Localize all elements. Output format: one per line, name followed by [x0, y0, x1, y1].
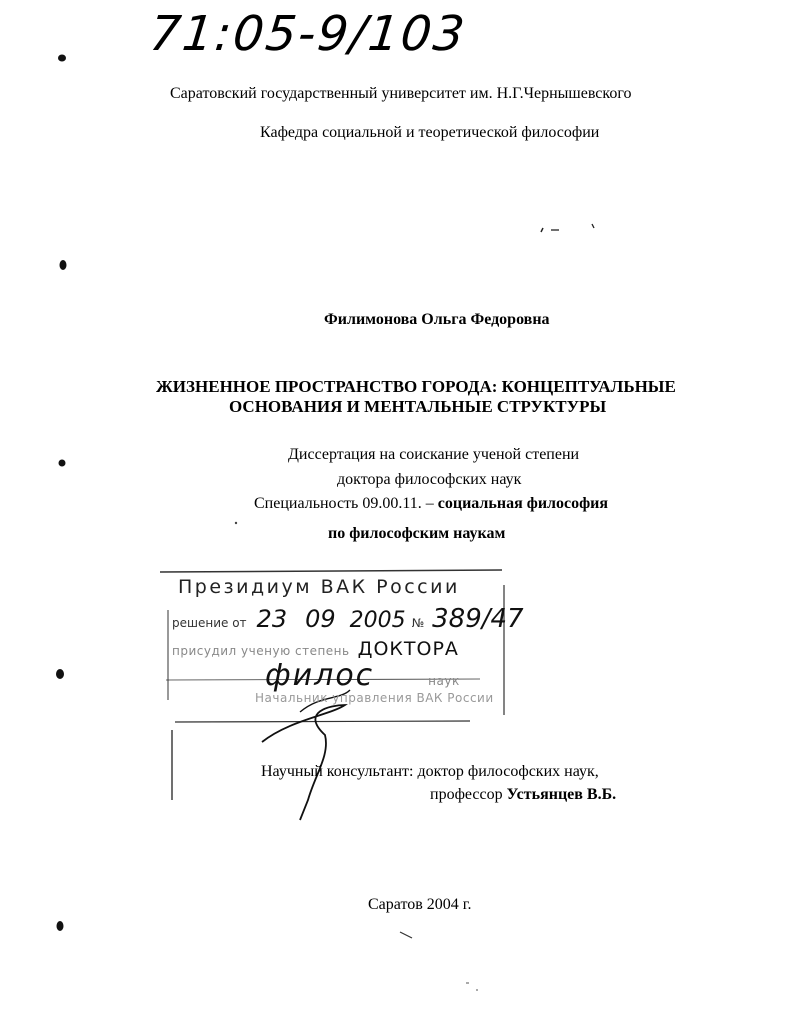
degree-line: доктора философских наук: [337, 471, 522, 488]
dissertation-title-line-1: ЖИЗНЕННОЕ ПРОСТРАНСТВО ГОРОДА: КОНЦЕПТУАЛЬНЫЕ: [156, 377, 676, 396]
city-year: Саратов 2004 г.: [368, 896, 472, 913]
stamp-field-hand: филос: [265, 658, 375, 693]
punch-mark: [60, 260, 67, 270]
punch-mark: [58, 55, 66, 62]
specialty-prefix: Специальность 09.00.11. –: [254, 495, 438, 512]
speck: [235, 522, 237, 524]
stamp-date-month: 09: [305, 605, 336, 633]
stamp-field-row: [265, 658, 460, 693]
field-line: по философским наукам: [328, 525, 506, 542]
stamp-header: Президиум ВАК России: [178, 576, 460, 598]
speck: [592, 224, 594, 228]
stamp-awarded-label: присудил ученую степень: [172, 644, 350, 658]
consultant-line: Научный консультант: доктор философских наук,: [261, 763, 599, 780]
punch-mark: [56, 669, 64, 679]
stamp-decision-label: решение от: [172, 616, 247, 630]
consultant-title: профессор: [430, 786, 507, 803]
university-name: Саратовский государственный университет им. Н.Г.Чернышевского: [170, 85, 632, 102]
stamp-date-year: 2005: [349, 608, 406, 633]
author-name: Филимонова Ольга Федоровна: [324, 311, 550, 328]
stamp-number-value: 389/47: [432, 604, 524, 634]
stamp-degree-hand: ДОКТОРА: [357, 638, 459, 660]
punch-mark: [57, 921, 64, 931]
consultant-name-line: [430, 786, 616, 804]
specialty-name: социальная философия: [437, 495, 609, 512]
stamp-number-label: №: [411, 616, 425, 630]
speck: [466, 983, 478, 990]
stamp-field-suffix: наук: [428, 674, 460, 688]
speck: [400, 932, 412, 938]
dissertation-title-line-2: ОСНОВАНИЯ И МЕНТАЛЬНЫЕ СТРУКТУРЫ: [229, 397, 607, 416]
consultant-name: Устьянцев В.Б.: [506, 786, 617, 803]
department-name: Кафедра социальной и теоретической философии: [260, 124, 600, 141]
stamp-signature-label: Начальник управления ВАК России: [255, 691, 494, 705]
dissertation-statement: Диссертация на соискание ученой степени: [288, 446, 580, 463]
stamp-awarded-row: [172, 638, 459, 660]
archive-number: 71:05-9/103: [147, 6, 469, 62]
speck: [541, 228, 543, 232]
stamp-date-day: 23: [256, 605, 288, 633]
specialty-line: [254, 495, 608, 513]
punch-mark: [59, 460, 66, 467]
stamp-decision-row: [172, 604, 524, 634]
